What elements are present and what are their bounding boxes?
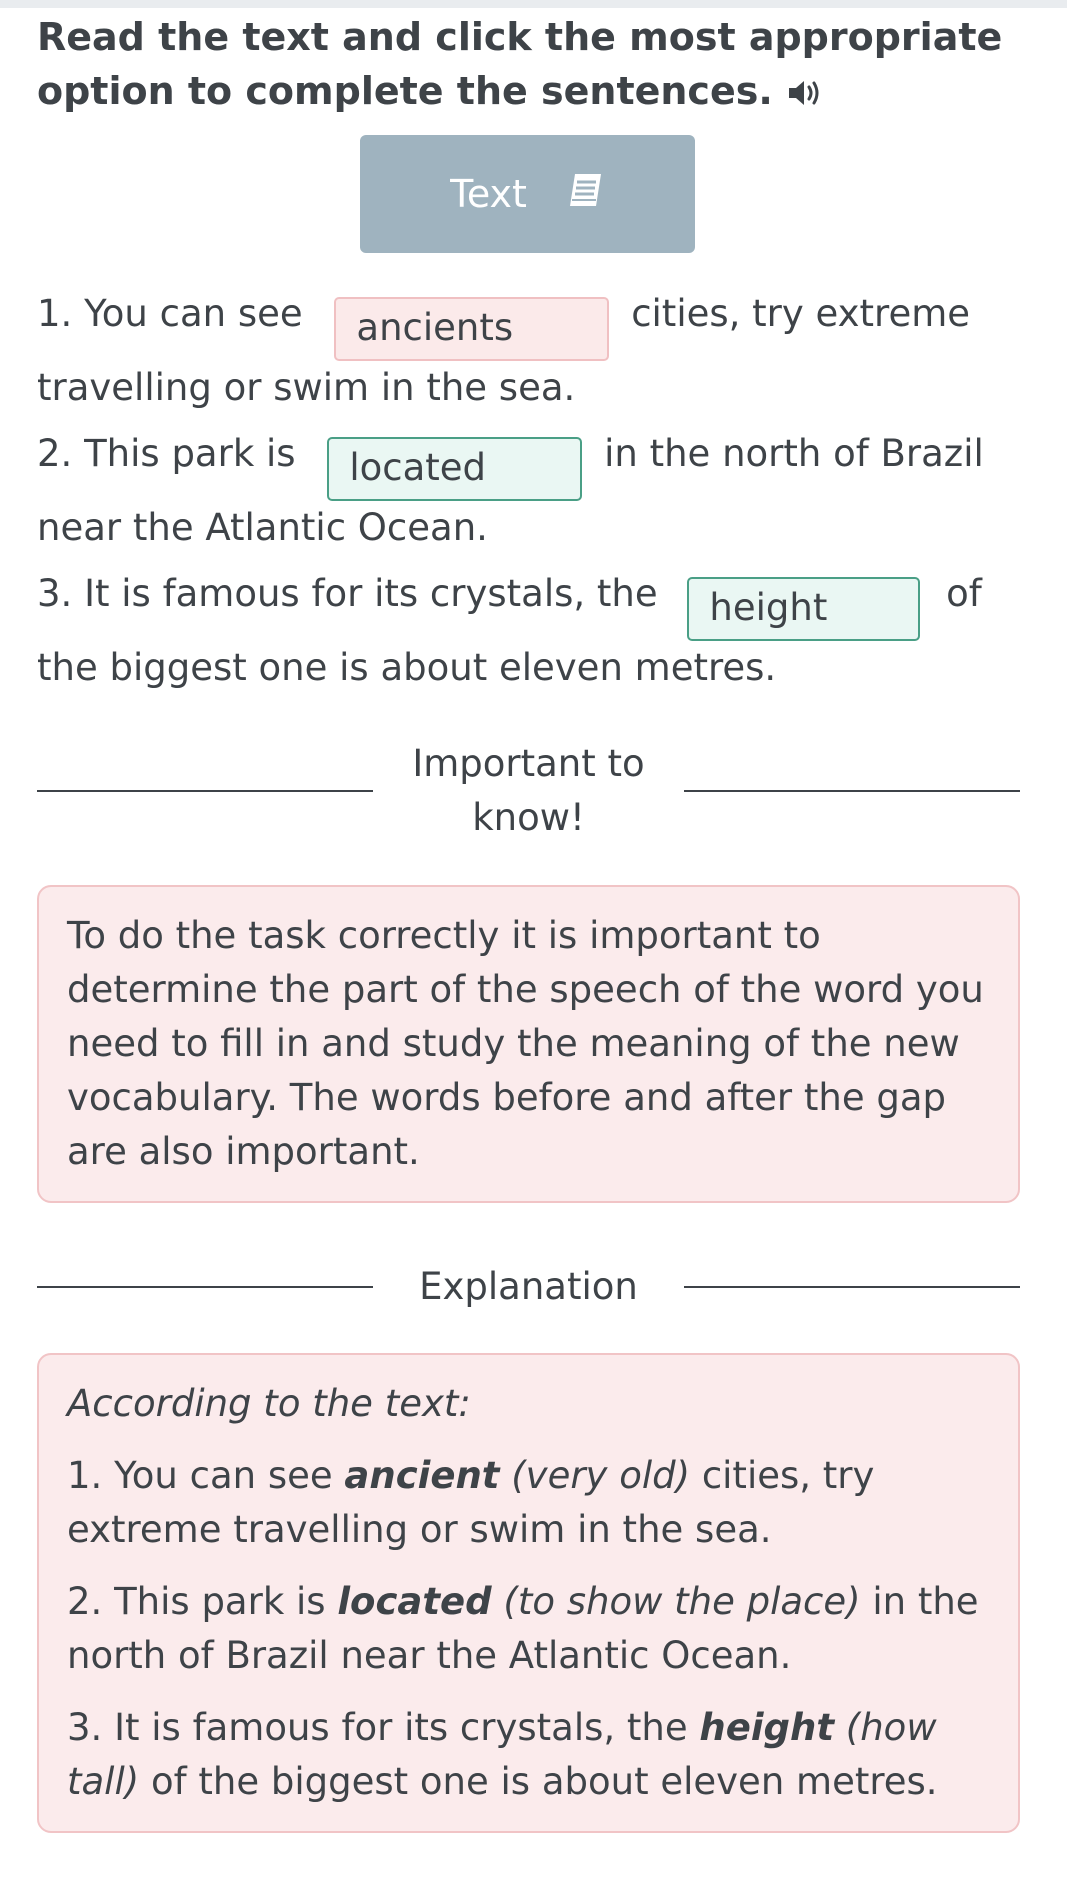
text-button[interactable]	[360, 135, 695, 253]
explanation-box	[37, 1353, 1020, 1833]
important-text: To do the task correctly it is important to determine the part of the speech of the word you need to fill in and study the meaning of the new vocabulary. The words before and after the gap are also important.	[67, 914, 984, 1173]
question-number: 2.	[37, 432, 73, 475]
text-button-label: Text	[450, 172, 527, 216]
divider-line	[37, 790, 373, 792]
book-icon	[565, 171, 605, 218]
instruction-heading	[37, 10, 1020, 122]
instruction-text: Read the text and click the most appropriate option to complete the sentences.	[37, 15, 1003, 113]
item-text-after: of the biggest one is about eleven metres.	[150, 1760, 938, 1803]
question-text-after: cities, try extreme travelling or swim in the sea.	[37, 292, 971, 409]
question-text-after: of the biggest one is about eleven metres.	[37, 572, 982, 689]
question-2	[37, 427, 1020, 555]
question-text-after: in the north of Brazil near the Atlantic Ocean.	[37, 432, 984, 549]
question-number: 1.	[37, 292, 73, 335]
question-1	[37, 287, 1020, 415]
answer-gap-incorrect[interactable]: ancients	[334, 297, 609, 361]
top-bar	[0, 0, 1067, 8]
answer-gap-correct[interactable]: located	[327, 437, 582, 501]
explanation-divider	[37, 1260, 1020, 1314]
item-keyword: height	[699, 1706, 835, 1749]
question-3	[37, 567, 1020, 695]
important-title: Important to know!	[412, 742, 645, 839]
divider-line	[684, 1286, 1020, 1288]
item-number: 1.	[67, 1454, 103, 1497]
explanation-item-2	[67, 1575, 990, 1683]
item-keyword: ancient	[344, 1454, 500, 1497]
item-gloss: (very old)	[511, 1454, 691, 1497]
explanation-item-3	[67, 1701, 990, 1809]
item-gloss: (how tall)	[67, 1706, 937, 1803]
question-text-before: This park is	[84, 432, 296, 475]
divider-line	[684, 790, 1020, 792]
question-text-before: You can see	[84, 292, 303, 335]
item-text-after: in the north of Brazil near the Atlantic Ocean.	[67, 1580, 979, 1677]
explanation-intro: According to the text:	[67, 1382, 471, 1425]
question-number: 3.	[37, 572, 73, 615]
item-text-before: It is famous for its crystals, the	[114, 1706, 688, 1749]
item-keyword: located	[337, 1580, 492, 1623]
explanation-item-1	[67, 1449, 990, 1557]
item-number: 2.	[67, 1580, 103, 1623]
item-text-before: You can see	[114, 1454, 333, 1497]
explanation-title: Explanation	[419, 1265, 638, 1308]
speaker-icon[interactable]	[787, 68, 823, 122]
item-number: 3.	[67, 1706, 103, 1749]
divider-line	[37, 1286, 373, 1288]
answer-gap-correct[interactable]: height	[687, 577, 920, 641]
question-text-before: It is famous for its crystals, the	[84, 572, 658, 615]
item-text-before: This park is	[114, 1580, 326, 1623]
item-gloss: (to show the place)	[503, 1580, 861, 1623]
important-box	[37, 885, 1020, 1203]
item-text-after: cities, try extreme travelling or swim in the sea.	[67, 1454, 875, 1551]
important-divider	[37, 737, 1020, 845]
